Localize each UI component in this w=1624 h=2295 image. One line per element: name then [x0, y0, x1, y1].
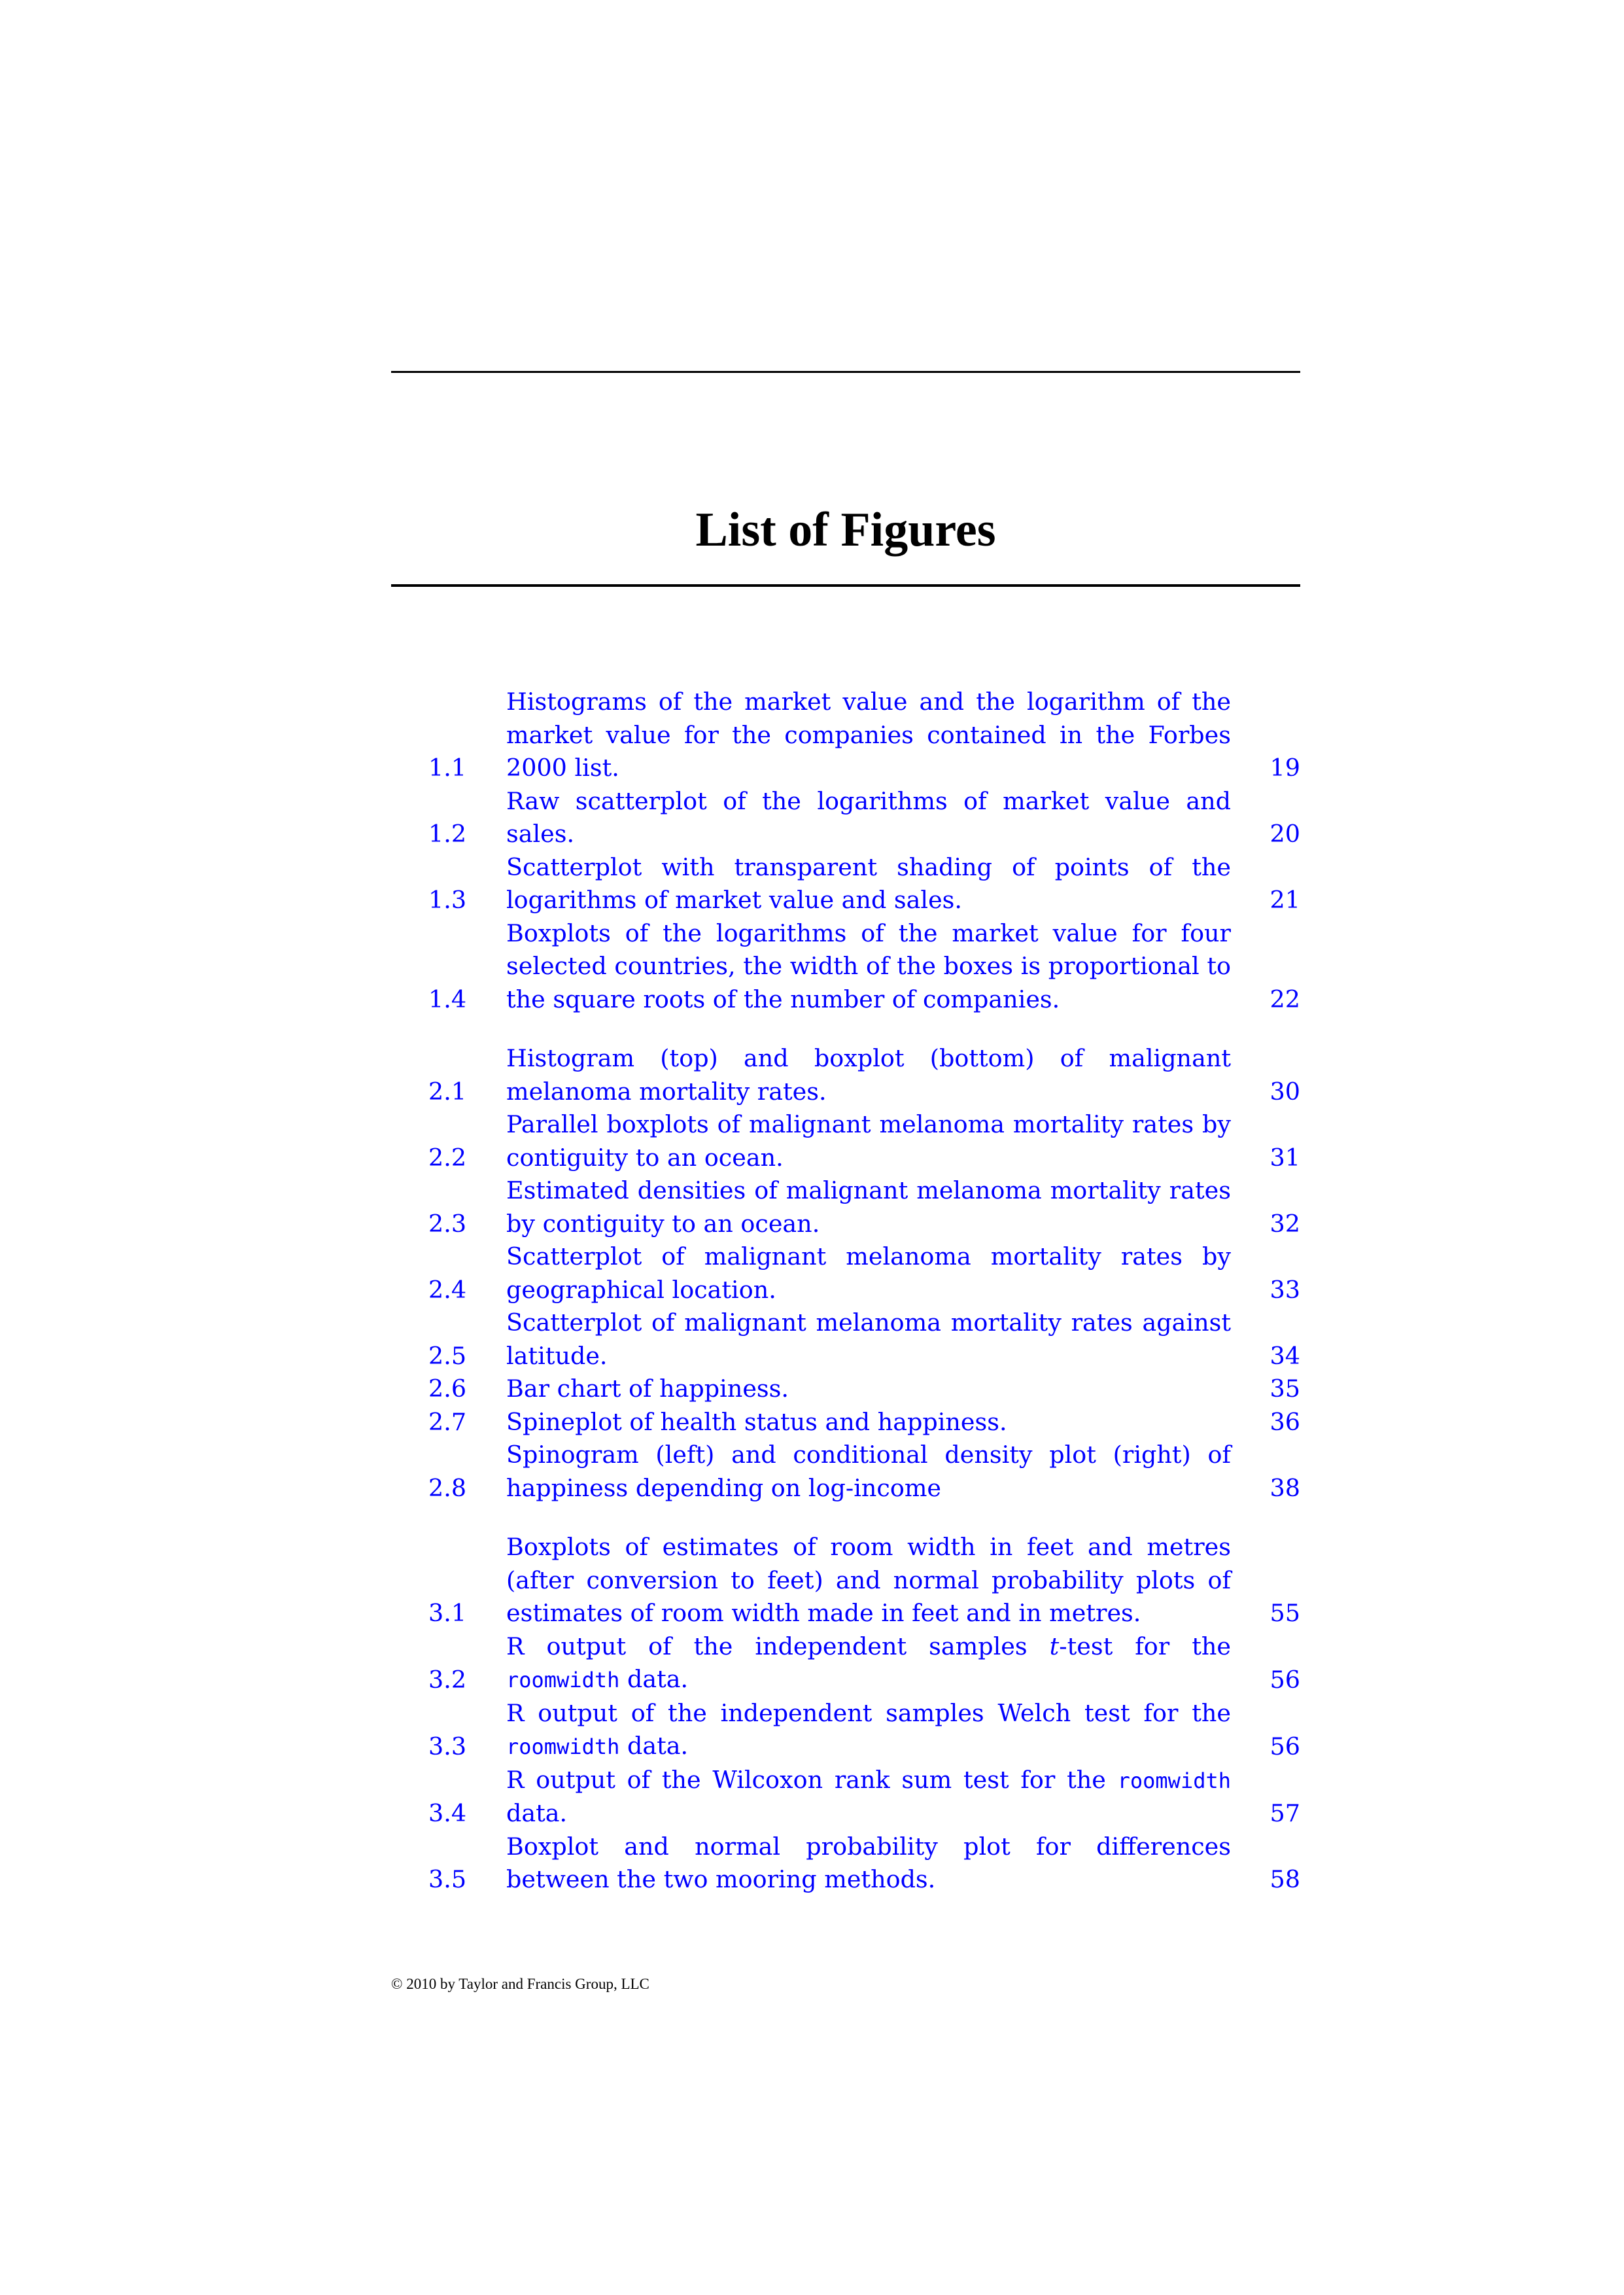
page-number: 36: [1270, 1407, 1300, 1436]
figure-caption: Parallel boxplots of malignant melanoma mortality rates by contiguity to an ocean.: [506, 1110, 1231, 1172]
page-number: 34: [1270, 1341, 1300, 1370]
figure-number: 1.2: [428, 820, 467, 848]
page-number: 58: [1270, 1865, 1300, 1893]
figure-entry[interactable]: [391, 1373, 1300, 1406]
figure-number: 2.5: [428, 1341, 467, 1370]
title-rule: [391, 584, 1300, 587]
top-rule: [391, 371, 1300, 373]
figure-caption: Scatterplot of malignant melanoma mortality rates by geographical location.: [506, 1242, 1231, 1304]
figure-number: 2.6: [428, 1375, 467, 1403]
figure-entry[interactable]: [391, 851, 1300, 917]
page-number: 56: [1270, 1666, 1300, 1694]
figure-entry[interactable]: [391, 1630, 1300, 1697]
page-number: 38: [1270, 1473, 1300, 1502]
figure-number: 3.1: [428, 1599, 467, 1627]
page-number: 35: [1270, 1375, 1300, 1403]
figure-caption: Spineplot of health status and happiness.: [506, 1407, 1007, 1436]
figure-entry[interactable]: [391, 1174, 1300, 1240]
figure-number: 3.3: [428, 1732, 467, 1761]
figure-caption: R output of the independent samples t-test for the roomwidth data.: [506, 1632, 1231, 1693]
figure-caption: Raw scatterplot of the logarithms of market value and sales.: [506, 786, 1231, 848]
figure-number: 3.4: [428, 1799, 467, 1827]
figure-entry[interactable]: [391, 785, 1300, 851]
page-number: 33: [1270, 1275, 1300, 1304]
figure-entry[interactable]: [391, 1764, 1300, 1831]
figure-number: 2.2: [428, 1143, 467, 1172]
figure-number: 1.1: [428, 754, 467, 782]
figure-caption: Spinogram (left) and conditional density plot (right) of happiness depending on log-income: [506, 1441, 1231, 1502]
page-number: 22: [1270, 985, 1300, 1013]
figure-caption: Histogram (top) and boxplot (bottom) of malignant melanoma mortality rates.: [506, 1044, 1231, 1106]
figure-entry[interactable]: [391, 1108, 1300, 1174]
figure-number: 2.4: [428, 1275, 467, 1304]
figure-caption: Boxplot and normal probability plot for differences between the two mooring methods.: [506, 1832, 1231, 1893]
page-title: List of Figures: [695, 503, 996, 557]
copyright-footer: © 2010 by Taylor and Francis Group, LLC: [391, 1976, 649, 1992]
page-number: 31: [1270, 1143, 1300, 1172]
figure-caption: Scatterplot of malignant melanoma mortality rates against latitude.: [506, 1308, 1231, 1370]
figure-number: 2.7: [428, 1407, 467, 1436]
figure-caption: Bar chart of happiness.: [506, 1375, 789, 1403]
figure-entry[interactable]: [391, 1531, 1300, 1630]
figure-group: [391, 686, 1300, 1016]
figure-number: 1.3: [428, 886, 467, 914]
figure-number: 3.2: [428, 1666, 467, 1694]
list-of-figures: [391, 686, 1300, 1897]
figure-entry[interactable]: [391, 917, 1300, 1017]
figure-group: [391, 1531, 1300, 1897]
figure-number: 2.8: [428, 1473, 467, 1502]
figure-number: 1.4: [428, 985, 467, 1013]
figure-entry[interactable]: [391, 1439, 1300, 1505]
page-number: 32: [1270, 1209, 1300, 1238]
figure-entry[interactable]: [391, 1042, 1300, 1108]
figure-entry[interactable]: [391, 1406, 1300, 1439]
page-number: 30: [1270, 1077, 1300, 1106]
figure-number: 2.1: [428, 1077, 467, 1106]
figure-entry[interactable]: [391, 1306, 1300, 1373]
figure-entry[interactable]: [391, 1697, 1300, 1764]
figure-caption: Boxplots of estimates of room width in feet and metres (after conversion to feet) and normal probability plots of estimates of room width made in feet and in metres.: [506, 1533, 1231, 1627]
figure-number: 3.5: [428, 1865, 467, 1893]
page-number: 56: [1270, 1732, 1300, 1761]
page-number: 55: [1270, 1599, 1300, 1627]
figure-caption: Estimated densities of malignant melanoma mortality rates by contiguity to an ocean.: [506, 1176, 1231, 1238]
figure-entry[interactable]: [391, 1240, 1300, 1306]
page-number: 21: [1270, 886, 1300, 914]
figure-caption: R output of the independent samples Welch test for the roomwidth data.: [506, 1698, 1231, 1760]
figure-caption: Histograms of the market value and the logarithm of the market value for the companies contained in the Forbes 2000 list.: [506, 688, 1231, 782]
page-number: 57: [1270, 1799, 1300, 1827]
page-number: 19: [1270, 754, 1300, 782]
figure-group: [391, 1042, 1300, 1505]
figure-entry[interactable]: [391, 1831, 1300, 1897]
figure-entry[interactable]: [391, 686, 1300, 785]
figure-caption: R output of the Wilcoxon rank sum test for the roomwidth data.: [506, 1765, 1231, 1827]
figure-caption: Scatterplot with transparent shading of points of the logarithms of market value and sales.: [506, 852, 1231, 914]
figure-caption: Boxplots of the logarithms of the market value for four selected countries, the width of the boxes is proportional to the square roots of the number of companies.: [506, 919, 1231, 1013]
page-number: 20: [1270, 820, 1300, 848]
figure-number: 2.3: [428, 1209, 467, 1238]
